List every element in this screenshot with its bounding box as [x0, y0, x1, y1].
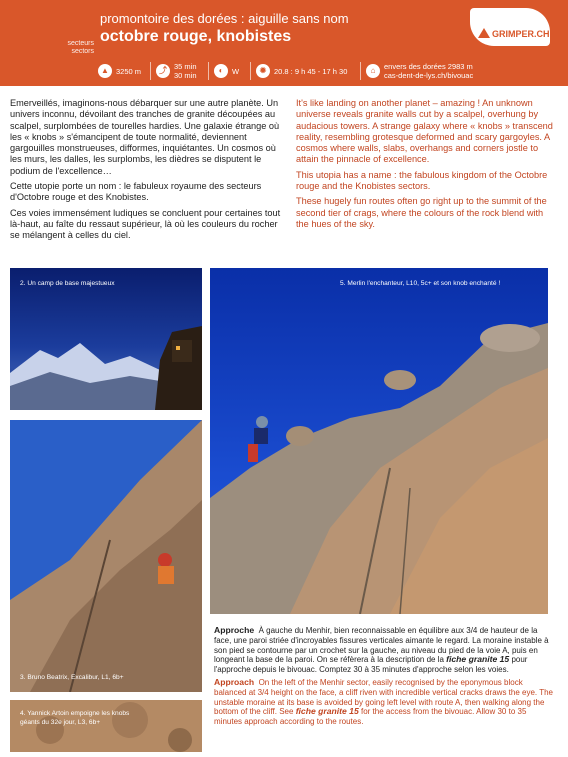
divider [360, 62, 361, 80]
intro-en-paragraph: This utopia has a name : the fabulous kingdom of the Octobre rouge and the Knobistes sectors. [296, 169, 548, 192]
caption-4-line2: géants du 32e jour, L3, 6b+ [20, 719, 101, 726]
altitude-info [98, 61, 141, 81]
caption-4-line1: 4. Yannick Artoin empoigne les knobs [20, 710, 130, 717]
hut-url[interactable]: cas-dent-de-lys.ch/bivouac [384, 71, 474, 80]
altitude-value: 3250 m [116, 66, 142, 76]
header-title-line2: octobre rouge, knobistes [100, 28, 292, 45]
divider [208, 62, 209, 80]
photo-base-camp-art [10, 268, 202, 410]
hut-icon: ⌂ [366, 64, 380, 78]
photo-excalibur [10, 420, 202, 692]
divider [250, 62, 251, 80]
sun-info [256, 61, 347, 81]
divider [150, 62, 151, 80]
logo-mountain-icon [478, 28, 490, 38]
mountain-icon: ▲ [98, 64, 112, 78]
approach-en-ref: fiche granite 15 [295, 706, 359, 717]
compass-icon: ◐ [214, 64, 228, 78]
header-title-line1: promontoire des dorées : aiguille sans nom [100, 11, 349, 26]
approach-fr-ref: fiche granite 15 [446, 654, 510, 665]
intro-french [10, 98, 282, 246]
hiking-icon: ⤴ [156, 64, 170, 78]
photo-excalibur-art [10, 420, 202, 692]
intro-fr-paragraph: Ces voies immensément ludiques se concluent pour certaines tout là-haut, au faîte du ressaut supérieur, là où les couleurs du rocher se mélangent à celles du ciel. [10, 207, 281, 241]
hut-name: envers des dorées 2983 m [384, 62, 473, 71]
time-line2: 30 min [174, 71, 197, 80]
orientation-value: W [232, 66, 240, 76]
photo-knobs-art [10, 700, 202, 752]
sectors-label: secteurs sectors [67, 40, 94, 55]
header-banner [0, 0, 568, 86]
approach-english: Approach On the left of the Menhir sector, easily recognised by the eponymous block balanced at 3/4 height on the face, a cliff riven with incredible vertical cracks draws the eye. The unstable moraine at its base is avoided by going left level with route A, then walking along the bottom of the cliff. See fiche granite 15 for the access from the bivouac. Allow 30 to 35 minutes approach according to the routes. [214, 676, 553, 727]
intro-fr-paragraph: Cette utopie porte un nom : le fabuleux royaume des secteurs d'Octobre rouge et des Knobistes. [10, 181, 262, 203]
photo-merlin [210, 268, 548, 614]
time-info [156, 61, 197, 81]
caption-5: 5. Merlin l'enchanteur, L10, 5c+ et son knob enchanté ! [340, 280, 501, 287]
approach-fr-title: Approche [214, 625, 255, 635]
caption-3: 3. Bruno Beatrix, Excalibur, L1, 6b+ [20, 674, 124, 681]
sun-value: 20.8 : 9 h 45 - 17 h 30 [274, 66, 348, 76]
time-line1: 35 min [174, 62, 197, 71]
approach-french: Approche À gauche du Menhir, bien reconnaissable en équilibre aux 3/4 de hauteur de la face, une paroi striée d'incroyables fissures verticales aimante le regard. La moraine instable à son pied se contourne par un crochet sur la gauche, au niveau du pied de la voie A, puis en longeant la base de la paroi. On se réfèrera à la description de la fiche granite 15 pour l'approche depuis le bivouac. Comptez 30 à 35 minutes d'approche selon les voies. [214, 625, 549, 675]
caption-2: 2. Un camp de base majestueux [20, 280, 115, 287]
photo-knobs [10, 700, 202, 752]
intro-fr-paragraph: Emerveillés, imaginons-nous débarquer sur une autre planète. Un univers inconnu, dévoilant des tranches de granite découpées au scalpel, surplombées de tourelles hardies. Une galaxie étrange où les « knobs » s'émancipent de toute normalité, deviennent gargouilles monstrueuses, difformes, inquiétantes. Un cosmos où les murs, les dalles, les surplombs, les dièdres se disputent le podium de l'excellence… [10, 98, 280, 176]
intro-en-paragraph: These hugely fun routes often go right up to the summit of the second tier of crags, where the colours of the rock blend with the hues of the sky. [296, 196, 547, 229]
sun-icon: ✹ [256, 64, 270, 78]
intro-en-paragraph: It's like landing on another planet – amazing ! An unknown universe reveals granite walls cut by a scalpel, overhung by audacious towers. A strange galaxy where « knobs » transcend reality, resembling grotesque deformed and scary gargoyles. A cosmos where walls, slabs, overhangs and corners jostle to attain the pinnacle of excellence. [296, 98, 553, 165]
grimper-logo[interactable]: GRIMPER.CH [470, 8, 550, 46]
photo-merlin-art [210, 268, 548, 614]
photo-base-camp [10, 268, 202, 410]
approach-section [214, 626, 554, 730]
intro-english [296, 98, 558, 234]
orientation-info [214, 61, 239, 81]
hut-info [366, 61, 473, 81]
approach-en-title: Approach [214, 676, 255, 687]
